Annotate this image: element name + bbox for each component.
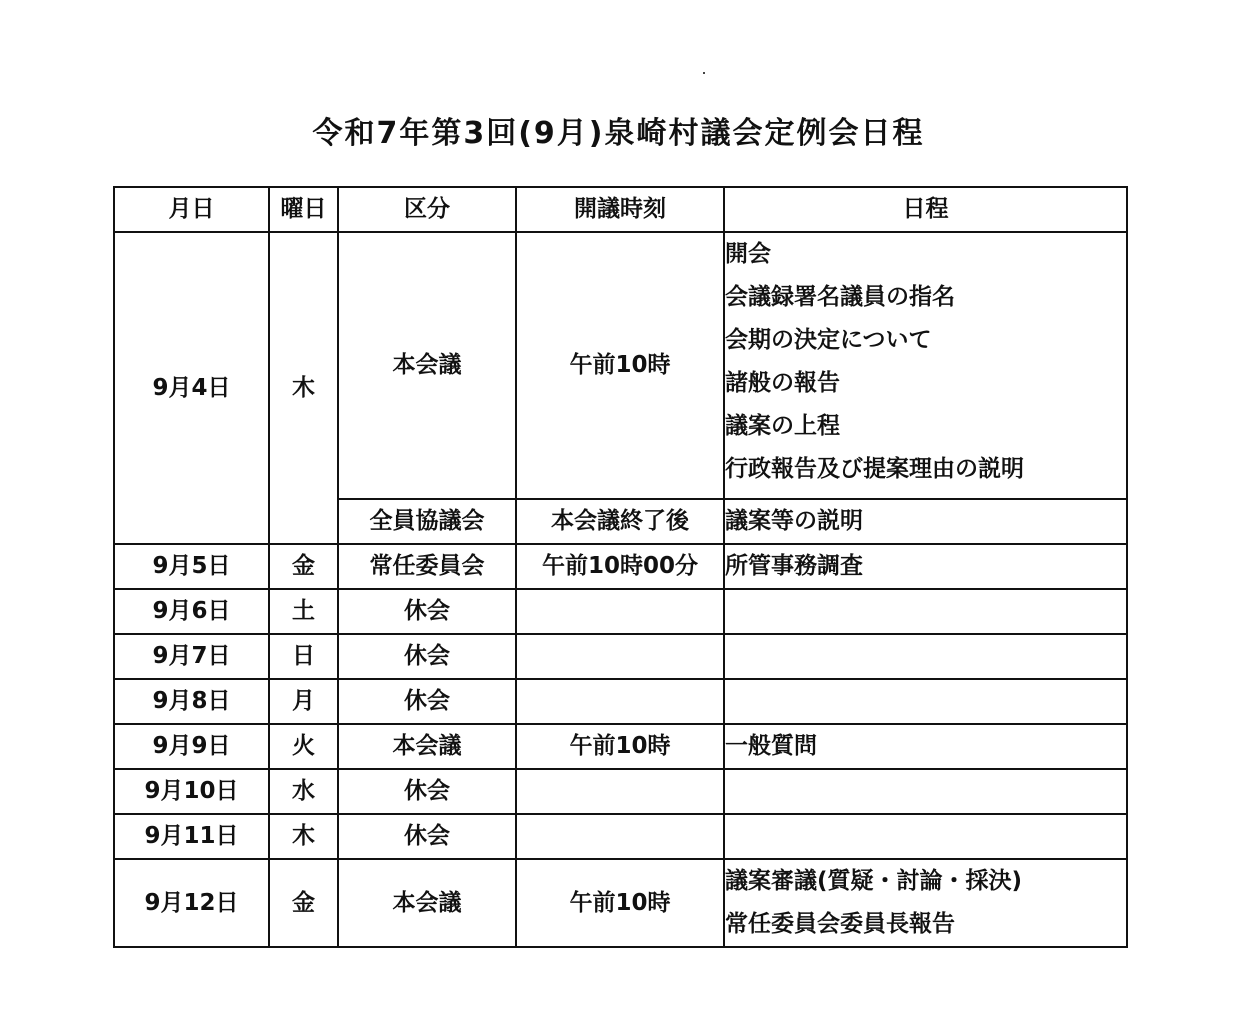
agenda-item: 諸般の報告 (725, 370, 840, 396)
schedule-table (113, 186, 1128, 948)
table-row (114, 769, 1127, 814)
weekday-cell: 木 (269, 814, 338, 859)
time-cell: 本会議終了後 (516, 499, 724, 544)
table-row (114, 859, 1127, 947)
table-row (114, 544, 1127, 589)
agenda-cell (724, 634, 1127, 679)
weekday-cell: 金 (269, 544, 338, 589)
header-category: 区分 (338, 187, 516, 232)
weekday-cell: 月 (269, 679, 338, 724)
header-date: 月日 (114, 187, 269, 232)
agenda-item: 会議録署名議員の指名 (725, 284, 955, 310)
date-cell: 9月9日 (114, 724, 269, 769)
time-cell (516, 634, 724, 679)
time-cell (516, 589, 724, 634)
weekday-cell: 土 (269, 589, 338, 634)
agenda-item: 常任委員会委員長報告 (725, 911, 955, 937)
category-cell: 常任委員会 (338, 544, 516, 589)
time-cell (516, 679, 724, 724)
table-row (114, 634, 1127, 679)
agenda-item: 行政報告及び提案理由の説明 (725, 456, 1024, 482)
time-cell: 午前10時00分 (516, 544, 724, 589)
header-weekday: 曜日 (269, 187, 338, 232)
time-cell: 午前10時 (516, 859, 724, 947)
date-cell: 9月10日 (114, 769, 269, 814)
weekday-cell: 金 (269, 859, 338, 947)
top-dot-mark (703, 72, 705, 74)
date-cell: 9月12日 (114, 859, 269, 947)
agenda-cell: 議案等の説明 (724, 499, 1127, 544)
table-row (114, 589, 1127, 634)
category-cell: 休会 (338, 589, 516, 634)
agenda-cell (724, 859, 1127, 947)
table-row (114, 814, 1127, 859)
time-cell (516, 769, 724, 814)
weekday-cell: 木 (269, 232, 338, 544)
weekday-cell: 火 (269, 724, 338, 769)
agenda-item: 議案審議(質疑・討論・採決) (725, 868, 1023, 894)
weekday-cell: 水 (269, 769, 338, 814)
category-cell: 全員協議会 (338, 499, 516, 544)
category-cell: 本会議 (338, 724, 516, 769)
agenda-cell (724, 679, 1127, 724)
weekday-cell: 日 (269, 634, 338, 679)
date-cell: 9月11日 (114, 814, 269, 859)
time-cell: 午前10時 (516, 232, 724, 499)
category-cell: 本会議 (338, 232, 516, 499)
time-cell (516, 814, 724, 859)
time-cell: 午前10時 (516, 724, 724, 769)
table-row (114, 724, 1127, 769)
agenda-cell (724, 589, 1127, 634)
agenda-item: 議案の上程 (725, 413, 840, 439)
agenda-cell (724, 232, 1127, 499)
agenda-cell: 所管事務調査 (724, 544, 1127, 589)
category-cell: 休会 (338, 814, 516, 859)
category-cell: 休会 (338, 679, 516, 724)
category-cell: 休会 (338, 634, 516, 679)
agenda-cell (724, 769, 1127, 814)
agenda-cell: 一般質問 (724, 724, 1127, 769)
agenda-item: 開会 (725, 241, 771, 267)
date-cell: 9月4日 (114, 232, 269, 544)
agenda-item: 会期の決定について (725, 327, 932, 353)
table-row (114, 679, 1127, 724)
header-time: 開議時刻 (516, 187, 724, 232)
date-cell: 9月6日 (114, 589, 269, 634)
page-title: 令和7年第3回(9月)泉崎村議会定例会日程 (312, 116, 925, 151)
header-agenda: 日程 (724, 187, 1127, 232)
category-cell: 休会 (338, 769, 516, 814)
date-cell: 9月8日 (114, 679, 269, 724)
date-cell: 9月7日 (114, 634, 269, 679)
date-cell: 9月5日 (114, 544, 269, 589)
header-row (114, 187, 1127, 232)
category-cell: 本会議 (338, 859, 516, 947)
agenda-cell (724, 814, 1127, 859)
table-row (114, 232, 1127, 499)
